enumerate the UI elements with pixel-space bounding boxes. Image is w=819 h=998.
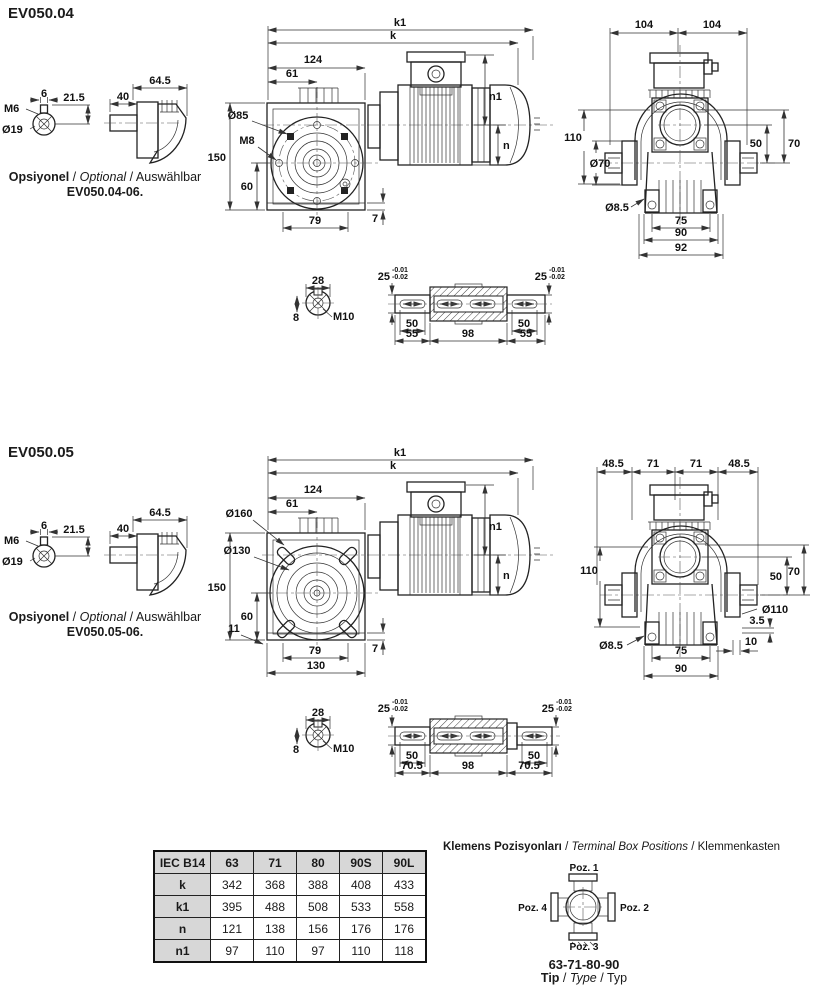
dim-25-left: 25	[377, 703, 390, 715]
dim-28: 28	[311, 707, 325, 719]
ev05005-key-end-view	[293, 707, 354, 756]
poz-1-label: Poz. 1	[569, 863, 599, 874]
dim-m10: M10	[333, 743, 355, 755]
cell: 97	[211, 940, 254, 963]
note-english: Optional	[79, 610, 127, 624]
ev05005-side-view	[208, 447, 556, 677]
dim-n1: n1	[489, 521, 502, 533]
dim-79: 79	[308, 645, 322, 657]
dim-70-5-left: 70.5	[401, 760, 423, 772]
dim-o160: Ø160	[225, 508, 253, 520]
ev05005-output-shaft-view	[378, 699, 572, 777]
type-german: Typ	[606, 971, 628, 985]
ev05004-key-end-view	[293, 275, 354, 324]
note-model-code: EV050.04-06.	[66, 185, 144, 199]
dim-55-left: 55	[405, 328, 419, 340]
dim-7: 7	[371, 213, 379, 225]
heading-separator: /	[561, 841, 572, 853]
dim-90: 90	[674, 227, 688, 239]
dim-104-left: 104	[634, 19, 654, 31]
dim-6: 6	[40, 520, 48, 532]
note-english: Optional	[79, 170, 127, 184]
dim-71-left: 71	[646, 458, 660, 470]
dim-64-5: 64.5	[149, 75, 171, 87]
dim-7: 7	[371, 643, 379, 655]
cell: 368	[254, 874, 297, 896]
dim-25-right: 25	[541, 703, 554, 715]
dim-98: 98	[461, 760, 475, 772]
row-label-n: n	[154, 918, 211, 940]
table-row-n1	[154, 940, 426, 963]
poz-2-label: Poz. 2	[620, 903, 649, 914]
cell: 110	[254, 940, 297, 963]
note-model-code: EV050.05-06.	[66, 625, 144, 639]
col-header-80: 80	[297, 851, 340, 874]
dim-m6: M6	[4, 535, 20, 547]
note-separator: /	[126, 610, 136, 624]
cell: 342	[211, 874, 254, 896]
dim-8: 8	[292, 312, 300, 324]
dim-64-5: 64.5	[149, 507, 171, 519]
dim-21-5: 21.5	[63, 524, 85, 536]
dim-50-left: 50	[405, 318, 419, 330]
cell: 176	[340, 918, 383, 940]
dim-70: 70	[787, 566, 800, 578]
dim-m6: M6	[4, 103, 20, 115]
dim-k: k	[389, 460, 397, 472]
dim-60: 60	[240, 611, 253, 623]
col-header-90l: 90L	[383, 851, 427, 874]
dim-50-right: 50	[527, 750, 541, 762]
dim-3-5: 3.5	[749, 615, 765, 627]
terminal-box-heading	[443, 841, 780, 853]
dim-50: 50	[749, 138, 762, 150]
cell: 110	[340, 940, 383, 963]
ev05004-side-view	[208, 17, 556, 232]
dim-6: 6	[40, 88, 48, 100]
heading-german: Klemmenkasten	[697, 841, 781, 853]
dim-o130: Ø130	[223, 545, 251, 557]
cell: 97	[297, 940, 340, 963]
dim-70-5-right: 70.5	[518, 760, 540, 772]
section2-title: EV050.05	[8, 444, 74, 461]
heading-separator: /	[688, 841, 698, 853]
table-row-k1	[154, 896, 426, 918]
dim-o8-5: Ø8.5	[599, 640, 623, 652]
dim-n: n	[503, 140, 510, 152]
dim-75: 75	[674, 645, 688, 657]
dim-50: 50	[769, 571, 782, 583]
heading-turkish: Klemens Pozisyonları	[443, 841, 562, 853]
cell: 395	[211, 896, 254, 918]
dim-m8: M8	[239, 135, 255, 147]
tol-upper-right: -0.01	[549, 267, 565, 274]
dim-98: 98	[461, 328, 475, 340]
dim-124: 124	[303, 484, 323, 496]
dim-50-right: 50	[517, 318, 531, 330]
dim-110: 110	[564, 132, 582, 144]
dim-11: 11	[228, 623, 240, 635]
note-german: Auswählbar	[135, 170, 202, 184]
iec-b14-dimension-table	[153, 850, 427, 963]
cell: 138	[254, 918, 297, 940]
dim-55-right: 55	[519, 328, 533, 340]
cell: 176	[383, 918, 427, 940]
dim-104-right: 104	[702, 19, 722, 31]
dim-o110: Ø110	[761, 604, 789, 616]
dim-o8-5: Ø8.5	[605, 202, 629, 214]
dim-28: 28	[311, 275, 325, 287]
dim-10: 10	[744, 636, 758, 648]
poz-4-label: Poz. 4	[518, 903, 547, 914]
col-header-71: 71	[254, 851, 297, 874]
dim-48-5-right: 48.5	[728, 458, 750, 470]
dim-110: 110	[580, 565, 598, 577]
type-separator: /	[559, 971, 570, 985]
type-turkish: Tip	[540, 971, 560, 985]
heading-english: Terminal Box Positions	[571, 841, 689, 853]
cell: 508	[297, 896, 340, 918]
dim-61: 61	[285, 498, 299, 510]
table-row-n	[154, 918, 426, 940]
dim-k1: k1	[393, 447, 407, 459]
cell: 388	[297, 874, 340, 896]
dim-25-left: 25	[377, 271, 390, 283]
dim-40: 40	[116, 91, 130, 103]
dim-40: 40	[116, 523, 130, 535]
dim-m10: M10	[333, 311, 355, 323]
ev05005-shaft-end-option-view	[2, 520, 90, 568]
cell: 156	[297, 918, 340, 940]
type-label-line	[494, 971, 674, 985]
ev05004-flange-option-view	[104, 75, 187, 163]
dim-n: n	[503, 570, 510, 582]
dim-48-5-left: 48.5	[602, 458, 624, 470]
dim-70: 70	[788, 138, 801, 150]
note-separator: /	[69, 170, 80, 184]
dim-21-5: 21.5	[63, 92, 85, 104]
tol-upper-right: -0.01	[556, 699, 572, 706]
dim-n1: n1	[489, 91, 502, 103]
dim-25-right: 25	[534, 271, 547, 283]
row-label-k1: k1	[154, 896, 211, 918]
cell: 558	[383, 896, 427, 918]
dim-61: 61	[285, 68, 299, 80]
tol-lower-left: -0.02	[392, 274, 408, 281]
col-header-iec-b14: IEC B14	[154, 851, 211, 874]
cell: 488	[254, 896, 297, 918]
dim-150: 150	[207, 152, 226, 164]
dim-o70: Ø70	[589, 158, 611, 170]
tol-lower-right: -0.02	[556, 706, 572, 713]
cell: 433	[383, 874, 427, 896]
poz-3-label: Poz. 3	[569, 942, 599, 953]
section1-title: EV050.04	[8, 5, 74, 22]
note-turkish: Opsiyonel	[8, 170, 70, 184]
tol-lower-left: -0.02	[392, 706, 408, 713]
dim-71-right: 71	[689, 458, 703, 470]
ev05004-shaft-end-option-view	[2, 88, 90, 136]
dimension-table	[153, 850, 427, 963]
cell: 408	[340, 874, 383, 896]
ev05004-output-shaft-view	[378, 267, 565, 345]
row-label-n1: n1	[154, 940, 211, 963]
section2-optional-note	[2, 610, 208, 640]
type-separator: /	[596, 971, 607, 985]
note-turkish: Opsiyonel	[8, 610, 70, 624]
table-header-row	[154, 851, 426, 874]
terminal-box-position-diagram	[518, 863, 649, 953]
terminal-sizes-label: 63-71-80-90	[548, 957, 620, 972]
table-row-k	[154, 874, 426, 896]
dim-75: 75	[674, 215, 688, 227]
ev05005-front-view	[580, 458, 810, 680]
note-german: Auswählbar	[135, 610, 202, 624]
cell: 533	[340, 896, 383, 918]
dim-o85: Ø85	[227, 110, 249, 122]
dim-50-left: 50	[405, 750, 419, 762]
dim-8: 8	[292, 744, 300, 756]
dim-130: 130	[306, 660, 326, 672]
dim-k1: k1	[393, 17, 407, 29]
section1-optional-note	[2, 170, 208, 200]
ev05005-flange-option-view	[104, 507, 187, 595]
row-label-k: k	[154, 874, 211, 896]
col-header-90s: 90S	[340, 851, 383, 874]
tol-upper-left: -0.01	[392, 267, 408, 274]
dim-90: 90	[674, 663, 688, 675]
note-separator: /	[126, 170, 136, 184]
ev05004-front-view	[564, 19, 800, 259]
dim-150: 150	[207, 582, 226, 594]
dim-79: 79	[308, 215, 322, 227]
cell: 118	[383, 940, 427, 963]
dim-92: 92	[674, 242, 688, 254]
dim-o19: Ø19	[2, 124, 23, 136]
tol-upper-left: -0.01	[392, 699, 408, 706]
dim-k: k	[389, 30, 397, 42]
note-separator: /	[69, 610, 80, 624]
type-english: Type	[569, 971, 597, 985]
col-header-63: 63	[211, 851, 254, 874]
dim-124: 124	[303, 54, 323, 66]
dim-o19: Ø19	[2, 556, 23, 568]
dim-60: 60	[240, 181, 253, 193]
cell: 121	[211, 918, 254, 940]
tol-lower-right: -0.02	[549, 274, 565, 281]
